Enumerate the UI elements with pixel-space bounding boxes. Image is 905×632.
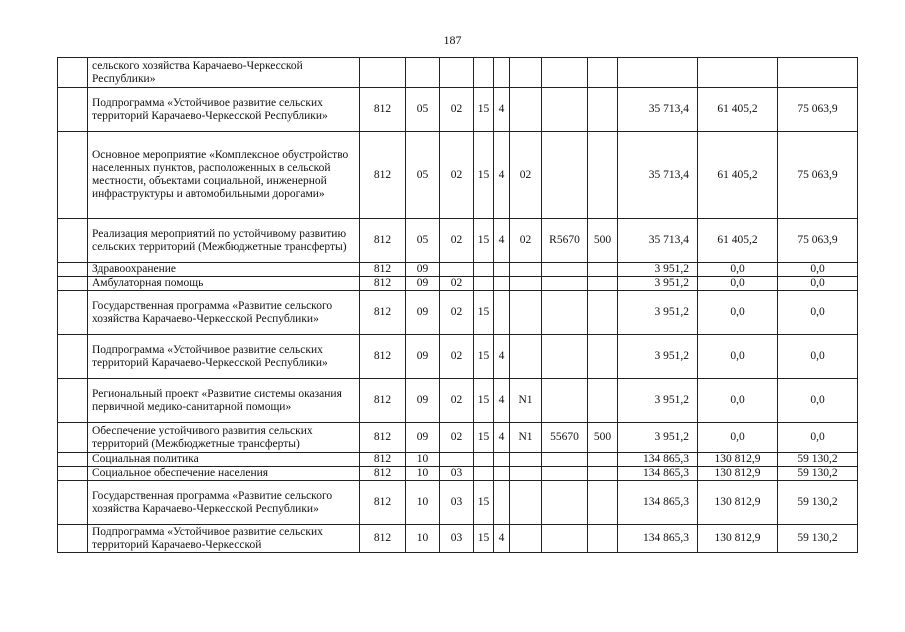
cell-p2: 4 bbox=[494, 335, 510, 379]
empty-cell bbox=[58, 58, 88, 88]
page-number: 187 bbox=[443, 33, 462, 47]
cell-pr: 02 bbox=[440, 88, 474, 132]
row-name: сельского хозяйства Карачаево-Черкесской Республики» bbox=[88, 58, 360, 88]
cell-y3: 0,0 bbox=[778, 277, 858, 291]
cell-rz: 09 bbox=[406, 291, 440, 335]
cell-rz bbox=[406, 58, 440, 88]
table-row bbox=[58, 453, 858, 467]
cell-y3: 59 130,2 bbox=[778, 453, 858, 467]
cell-rz: 10 bbox=[406, 525, 440, 553]
cell-vr bbox=[588, 481, 618, 525]
cell-p2: 4 bbox=[494, 219, 510, 263]
cell-vr: 500 bbox=[588, 423, 618, 453]
cell-y3: 75 063,9 bbox=[778, 132, 858, 219]
cell-p3: N1 bbox=[510, 423, 542, 453]
cell-vr: 500 bbox=[588, 219, 618, 263]
cell-y2: 130 812,9 bbox=[698, 481, 778, 525]
cell-p3: N1 bbox=[510, 379, 542, 423]
cell-p2 bbox=[494, 58, 510, 88]
cell-csr: 55670 bbox=[542, 423, 588, 453]
cell-csr bbox=[542, 291, 588, 335]
cell-vr bbox=[588, 88, 618, 132]
cell-y1: 35 713,4 bbox=[618, 88, 698, 132]
cell-glava: 812 bbox=[360, 423, 406, 453]
row-name: Государственная программа «Развитие сельского хозяйства Карачаево-Черкесской Республики» bbox=[88, 481, 360, 525]
table-row bbox=[58, 481, 858, 525]
cell-y2: 130 812,9 bbox=[698, 453, 778, 467]
cell-p1 bbox=[474, 467, 494, 481]
row-name: Государственная программа «Развитие сельского хозяйства Карачаево-Черкесской Республики» bbox=[88, 291, 360, 335]
cell-glava: 812 bbox=[360, 525, 406, 553]
cell-p3 bbox=[510, 467, 542, 481]
cell-vr bbox=[588, 263, 618, 277]
cell-p1: 15 bbox=[474, 132, 494, 219]
cell-p1 bbox=[474, 453, 494, 467]
table-row bbox=[58, 291, 858, 335]
cell-rz: 05 bbox=[406, 132, 440, 219]
row-name: Основное мероприятие «Комплексное обустройство населенных пунктов, расположенных в сельской местности, объектами социальной, инженерной инфраструктуры и автомобильными дорогами» bbox=[88, 132, 360, 219]
cell-p2 bbox=[494, 291, 510, 335]
table-row bbox=[58, 335, 858, 379]
cell-rz: 09 bbox=[406, 379, 440, 423]
cell-y3: 59 130,2 bbox=[778, 467, 858, 481]
cell-y2: 61 405,2 bbox=[698, 132, 778, 219]
empty-cell bbox=[58, 291, 88, 335]
row-name: Обеспечение устойчивого развития сельских территорий (Межбюджетные трансферты) bbox=[88, 423, 360, 453]
cell-y1: 3 951,2 bbox=[618, 263, 698, 277]
empty-cell bbox=[58, 525, 88, 553]
cell-glava: 812 bbox=[360, 467, 406, 481]
empty-cell bbox=[58, 132, 88, 219]
cell-y2 bbox=[698, 58, 778, 88]
cell-p2: 4 bbox=[494, 423, 510, 453]
empty-cell bbox=[58, 379, 88, 423]
cell-y1: 134 865,3 bbox=[618, 525, 698, 553]
cell-glava: 812 bbox=[360, 291, 406, 335]
table-row bbox=[58, 277, 858, 291]
cell-p1 bbox=[474, 58, 494, 88]
cell-y2: 0,0 bbox=[698, 263, 778, 277]
cell-p1 bbox=[474, 263, 494, 277]
row-name: Подпрограмма «Устойчивое развитие сельских территорий Карачаево-Черкесской bbox=[88, 525, 360, 553]
cell-csr bbox=[542, 263, 588, 277]
cell-p3 bbox=[510, 525, 542, 553]
cell-y3: 75 063,9 bbox=[778, 219, 858, 263]
row-name: Подпрограмма «Устойчивое развитие сельских территорий Карачаево-Черкесской Республики» bbox=[88, 335, 360, 379]
cell-p1: 15 bbox=[474, 291, 494, 335]
cell-p2 bbox=[494, 277, 510, 291]
cell-csr: R5670 bbox=[542, 219, 588, 263]
cell-p1: 15 bbox=[474, 379, 494, 423]
cell-vr bbox=[588, 335, 618, 379]
cell-csr bbox=[542, 453, 588, 467]
cell-p2 bbox=[494, 453, 510, 467]
cell-csr bbox=[542, 277, 588, 291]
cell-vr bbox=[588, 453, 618, 467]
row-name: Подпрограмма «Устойчивое развитие сельских территорий Карачаево-Черкесской Республики» bbox=[88, 88, 360, 132]
row-name: Региональный проект «Развитие системы оказания первичной медико-санитарной помощи» bbox=[88, 379, 360, 423]
cell-rz: 05 bbox=[406, 88, 440, 132]
cell-pr: 03 bbox=[440, 467, 474, 481]
cell-pr: 02 bbox=[440, 219, 474, 263]
cell-csr bbox=[542, 379, 588, 423]
cell-csr bbox=[542, 132, 588, 219]
cell-rz: 10 bbox=[406, 481, 440, 525]
cell-pr bbox=[440, 58, 474, 88]
cell-y1: 134 865,3 bbox=[618, 453, 698, 467]
cell-rz: 05 bbox=[406, 219, 440, 263]
cell-y1: 3 951,2 bbox=[618, 291, 698, 335]
cell-y2: 0,0 bbox=[698, 291, 778, 335]
row-name: Реализация мероприятий по устойчивому развитию сельских территорий (Межбюджетные трансферты) bbox=[88, 219, 360, 263]
cell-p1: 15 bbox=[474, 481, 494, 525]
cell-y1: 35 713,4 bbox=[618, 219, 698, 263]
empty-cell bbox=[58, 423, 88, 453]
cell-y1: 35 713,4 bbox=[618, 132, 698, 219]
cell-p3 bbox=[510, 58, 542, 88]
cell-p3 bbox=[510, 335, 542, 379]
table-row bbox=[58, 423, 858, 453]
cell-glava: 812 bbox=[360, 263, 406, 277]
cell-pr: 02 bbox=[440, 291, 474, 335]
cell-rz: 09 bbox=[406, 335, 440, 379]
cell-glava: 812 bbox=[360, 88, 406, 132]
cell-p1: 15 bbox=[474, 88, 494, 132]
cell-pr bbox=[440, 453, 474, 467]
cell-y3: 59 130,2 bbox=[778, 525, 858, 553]
cell-pr: 02 bbox=[440, 423, 474, 453]
cell-y2: 0,0 bbox=[698, 379, 778, 423]
cell-rz: 10 bbox=[406, 467, 440, 481]
cell-pr: 02 bbox=[440, 277, 474, 291]
cell-p2 bbox=[494, 481, 510, 525]
cell-p1 bbox=[474, 277, 494, 291]
cell-p3 bbox=[510, 263, 542, 277]
cell-y2: 0,0 bbox=[698, 277, 778, 291]
table-row bbox=[58, 219, 858, 263]
cell-y3: 0,0 bbox=[778, 263, 858, 277]
cell-y1: 3 951,2 bbox=[618, 335, 698, 379]
cell-glava: 812 bbox=[360, 219, 406, 263]
cell-y3: 59 130,2 bbox=[778, 481, 858, 525]
cell-p2: 4 bbox=[494, 525, 510, 553]
table-row bbox=[58, 467, 858, 481]
cell-vr bbox=[588, 58, 618, 88]
cell-y1: 3 951,2 bbox=[618, 379, 698, 423]
cell-p2: 4 bbox=[494, 132, 510, 219]
cell-csr bbox=[542, 467, 588, 481]
empty-cell bbox=[58, 467, 88, 481]
empty-cell bbox=[58, 263, 88, 277]
empty-cell bbox=[58, 335, 88, 379]
cell-rz: 09 bbox=[406, 423, 440, 453]
cell-p3 bbox=[510, 88, 542, 132]
table-row bbox=[58, 263, 858, 277]
table-row bbox=[58, 58, 858, 88]
cell-y2: 61 405,2 bbox=[698, 219, 778, 263]
cell-pr: 02 bbox=[440, 379, 474, 423]
empty-cell bbox=[58, 88, 88, 132]
cell-vr bbox=[588, 525, 618, 553]
cell-y2: 61 405,2 bbox=[698, 88, 778, 132]
row-name: Социальная политика bbox=[88, 453, 360, 467]
cell-p3 bbox=[510, 277, 542, 291]
cell-p1: 15 bbox=[474, 423, 494, 453]
cell-y1: 3 951,2 bbox=[618, 423, 698, 453]
cell-csr bbox=[542, 88, 588, 132]
cell-glava: 812 bbox=[360, 453, 406, 467]
cell-rz: 09 bbox=[406, 263, 440, 277]
cell-p3 bbox=[510, 453, 542, 467]
cell-y2: 0,0 bbox=[698, 423, 778, 453]
cell-csr bbox=[542, 481, 588, 525]
cell-p3 bbox=[510, 481, 542, 525]
cell-y3: 0,0 bbox=[778, 335, 858, 379]
cell-glava: 812 bbox=[360, 277, 406, 291]
budget-table bbox=[57, 57, 858, 553]
empty-cell bbox=[58, 453, 88, 467]
cell-y1: 134 865,3 bbox=[618, 467, 698, 481]
cell-rz: 09 bbox=[406, 277, 440, 291]
empty-cell bbox=[58, 277, 88, 291]
cell-csr bbox=[542, 335, 588, 379]
empty-cell bbox=[58, 219, 88, 263]
cell-p1: 15 bbox=[474, 219, 494, 263]
cell-y2: 0,0 bbox=[698, 335, 778, 379]
cell-vr bbox=[588, 277, 618, 291]
cell-p3: 02 bbox=[510, 219, 542, 263]
cell-pr bbox=[440, 263, 474, 277]
row-name: Амбулаторная помощь bbox=[88, 277, 360, 291]
cell-vr bbox=[588, 467, 618, 481]
row-name: Здравоохранение bbox=[88, 263, 360, 277]
cell-vr bbox=[588, 291, 618, 335]
cell-glava: 812 bbox=[360, 132, 406, 219]
cell-y2: 130 812,9 bbox=[698, 525, 778, 553]
cell-y3: 75 063,9 bbox=[778, 88, 858, 132]
cell-vr bbox=[588, 379, 618, 423]
cell-p1: 15 bbox=[474, 335, 494, 379]
cell-p2: 4 bbox=[494, 88, 510, 132]
cell-rz: 10 bbox=[406, 453, 440, 467]
cell-pr: 03 bbox=[440, 481, 474, 525]
empty-cell bbox=[58, 481, 88, 525]
cell-p3 bbox=[510, 291, 542, 335]
cell-glava: 812 bbox=[360, 379, 406, 423]
cell-y3: 0,0 bbox=[778, 423, 858, 453]
cell-glava bbox=[360, 58, 406, 88]
cell-pr: 03 bbox=[440, 525, 474, 553]
cell-y3: 0,0 bbox=[778, 379, 858, 423]
cell-pr: 02 bbox=[440, 132, 474, 219]
cell-y1 bbox=[618, 58, 698, 88]
cell-y2: 130 812,9 bbox=[698, 467, 778, 481]
table-row bbox=[58, 525, 858, 553]
cell-p1: 15 bbox=[474, 525, 494, 553]
cell-pr: 02 bbox=[440, 335, 474, 379]
table-row bbox=[58, 132, 858, 219]
cell-y3: 0,0 bbox=[778, 291, 858, 335]
cell-y1: 3 951,2 bbox=[618, 277, 698, 291]
row-name: Социальное обеспечение населения bbox=[88, 467, 360, 481]
cell-vr bbox=[588, 132, 618, 219]
cell-p2 bbox=[494, 263, 510, 277]
cell-y3 bbox=[778, 58, 858, 88]
table-row bbox=[58, 88, 858, 132]
cell-p3: 02 bbox=[510, 132, 542, 219]
cell-y1: 134 865,3 bbox=[618, 481, 698, 525]
table-row bbox=[58, 379, 858, 423]
cell-csr bbox=[542, 58, 588, 88]
cell-glava: 812 bbox=[360, 335, 406, 379]
cell-p2: 4 bbox=[494, 379, 510, 423]
cell-p2 bbox=[494, 467, 510, 481]
cell-csr bbox=[542, 525, 588, 553]
cell-glava: 812 bbox=[360, 481, 406, 525]
